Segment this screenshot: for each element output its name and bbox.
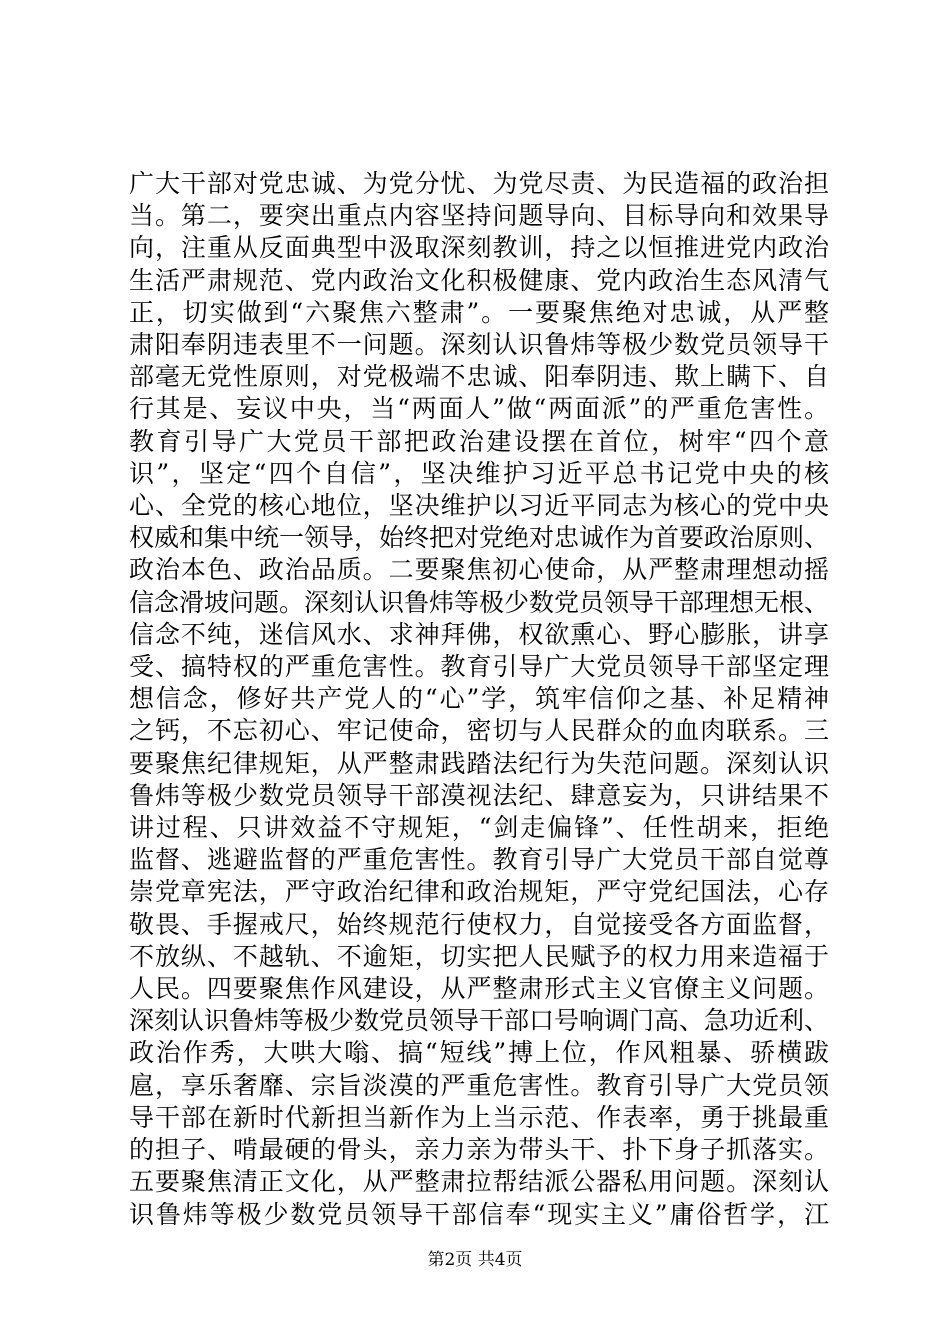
text-line: 行其是、妄议中央，当“两面人”做“两面派”的严重危害性。 xyxy=(129,394,829,424)
text-line: 广大干部对党忠诚、为党分忧、为党尽责、为民造福的政治担 xyxy=(129,169,829,198)
text-line: 向，注重从反面典型中汲取深刻教训，持之以恒推进党内政治 xyxy=(129,233,829,263)
text-line: 深刻认识鲁炜等极少数党员领导干部口号响调门高、急功近利、 xyxy=(129,1006,830,1036)
text-line: 识”，坚定“四个自信”，坚决维护习近平总书记党中央的核 xyxy=(129,458,829,488)
text-line: 导干部在新时代新担当新作为上当示范、作表率，勇于挑最重 xyxy=(129,1102,829,1132)
text-line: 监督、逃避监督的严重危害性。教育引导广大党员干部自觉尊 xyxy=(129,845,829,875)
text-line: 鲁炜等极少数党员领导干部漠视法纪、肆意妄为，只讲结果不 xyxy=(129,780,829,810)
text-line: 五要聚焦清正文化，从严整肃拉帮结派公器私用问题。深刻认 xyxy=(129,1167,829,1197)
text-line: 教育引导广大党员干部把政治建设摆在首位，树牢“四个意 xyxy=(129,426,829,456)
text-line: 崇党章宪法，严守政治纪律和政治规矩，严守党纪国法，心存 xyxy=(129,877,829,907)
text-line: 生活严肃规范、党内政治文化积极健康、党内政治生态风清气 xyxy=(129,265,829,295)
text-line: 人民。四要聚焦作风建设，从严整肃形式主义官僚主义问题。 xyxy=(129,974,829,1004)
text-line: 不放纵、不越轨、不逾矩，切实把人民赋予的权力用来造福于 xyxy=(129,941,829,971)
text-line: 肃阳奉阴违表里不一问题。深刻认识鲁炜等极少数党员领导干 xyxy=(129,330,829,360)
text-line: 敬畏、手握戒尺，始终规范行使权力，自觉接受各方面监督， xyxy=(129,909,829,939)
text-line: 要聚焦纪律规矩，从严整肃践踏法纪行为失范问题。深刻认识 xyxy=(129,748,829,778)
page-footer: 第2页 共4页 xyxy=(427,1250,523,1270)
body-paragraph xyxy=(129,168,829,1231)
text-line: 部毫无党性原则，对党极端不忠诚、阳奉阴违、欺上瞒下、自 xyxy=(129,362,829,392)
text-line: 的担子、啃最硬的骨头，亲力亲为带头干、扑下身子抓落实。 xyxy=(129,1135,829,1165)
text-line: 心、全党的核心地位，坚决维护以习近平同志为核心的党中央 xyxy=(129,491,829,521)
text-line: 信念不纯，迷信风水、求神拜佛，权欲熏心、野心膨胀，讲享 xyxy=(129,619,829,649)
text-line: 受、搞特权的严重危害性。教育引导广大党员领导干部坚定理 xyxy=(129,652,829,682)
text-line: 政治本色、政治品质。二要聚焦初心使命，从严整肃理想动摇 xyxy=(129,555,829,585)
text-line: 信念滑坡问题。深刻认识鲁炜等极少数党员领导干部理想无根、 xyxy=(129,587,830,617)
text-line: 之钙，不忘初心、牢记使命，密切与人民群众的血肉联系。三 xyxy=(129,716,829,746)
text-line: 政治作秀，大哄大嗡、搞“短线”搏上位，作风粗暴、骄横跋 xyxy=(129,1038,829,1068)
text-line: 讲过程、只讲效益不守规矩，“剑走偏锋”、任性胡来，拒绝 xyxy=(129,813,829,843)
text-line: 扈，享乐奢靡、宗旨淡漠的严重危害性。教育引导广大党员领 xyxy=(129,1070,829,1100)
text-line: 正，切实做到“六聚焦六整肃”。一要聚焦绝对忠诚，从严整 xyxy=(129,297,829,327)
text-line: 想信念，修好共产党人的“心”学，筑牢信仰之基、补足精神 xyxy=(129,684,829,714)
text-line: 识鲁炜等极少数党员领导干部信奉“现实主义”庸俗哲学，江 xyxy=(129,1199,829,1229)
text-line: 当。第二，要突出重点内容坚持问题导向、目标导向和效果导 xyxy=(129,201,829,231)
text-line: 权威和集中统一领导，始终把对党绝对忠诚作为首要政治原则、 xyxy=(129,523,830,553)
